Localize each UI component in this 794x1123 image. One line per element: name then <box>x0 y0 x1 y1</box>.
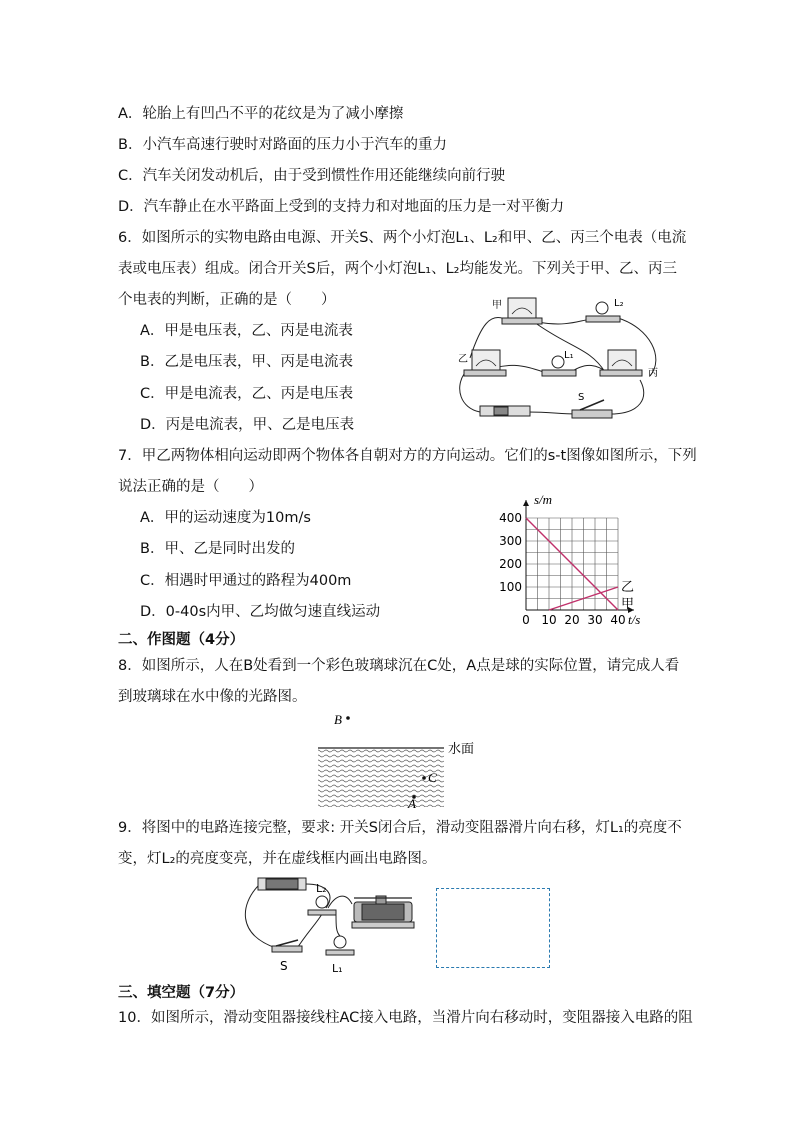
q8-water-figure <box>316 708 486 810</box>
q9-circuit-figure <box>236 874 436 976</box>
x-tick-label: 30 <box>587 613 603 627</box>
q6-stem-line-1: 6．如图所示的实物电路由电源、开关S、两个小灯泡L₁、L₂和甲、乙、丙三个电表（电流 <box>118 230 687 246</box>
section-2-title: 二、作图题（4分） <box>118 632 245 648</box>
q6-label-yi: 乙 <box>458 354 468 365</box>
q6-circuit-figure <box>450 288 680 428</box>
series-label-jia: 甲 <box>621 597 635 612</box>
q6-stem-line-2: 表或电压表）组成。闭合开关S后，两个小灯泡L₁、L₂均能发光。下列关于甲、乙、丙三 <box>118 261 677 277</box>
q8-label-c: C <box>428 770 437 785</box>
q6-option-d: D．丙是电流表，甲、乙是电压表 <box>140 417 355 433</box>
q6-stem-line-3: 个电表的判断，正确的是（ ） <box>118 292 336 308</box>
y-axis-arrow <box>523 500 529 506</box>
q6-option-a: A．甲是电压表，乙、丙是电流表 <box>140 323 353 339</box>
y-tick-label: 400 <box>499 511 522 525</box>
x-tick-label: 40 <box>610 613 626 627</box>
q6-option-c: C．甲是电流表，乙、丙是电压表 <box>140 386 354 402</box>
point-c <box>422 776 426 780</box>
q5-option-b: B．小汽车高速行驶时对路面的压力小于汽车的重力 <box>118 137 447 153</box>
q7-stem-line-2: 说法正确的是（ ） <box>118 479 263 495</box>
q9-stem-line-2: 变，灯L₂的亮度变亮，并在虚线框内画出电路图。 <box>118 851 437 867</box>
q6-label-l2: L₂ <box>614 298 624 309</box>
q6-label-jia: 甲 <box>492 300 502 311</box>
y-tick-label: 300 <box>499 534 522 548</box>
q5-option-c: C．汽车关闭发动机后，由于受到惯性作用还能继续向前行驶 <box>118 168 506 184</box>
x-tick-label: 20 <box>564 613 580 627</box>
x-axis-label: t/s <box>628 612 641 627</box>
q8-stem-line-2: 到玻璃球在水中像的光路图。 <box>118 689 307 705</box>
q9-label-l1: L₁ <box>332 962 343 975</box>
q8-label-a: A <box>408 796 416 810</box>
q9-answer-box[interactable] <box>436 888 550 968</box>
q7-option-d: D．0-40s内甲、乙均做匀速直线运动 <box>140 604 381 620</box>
point-b <box>346 716 350 720</box>
q5-option-d: D．汽车静止在水平路面上受到的支持力和对地面的压力是一对平衡力 <box>118 199 565 215</box>
x-tick-label: 0 <box>522 613 530 627</box>
q7-option-c: C．相遇时甲通过的路程为400m <box>140 573 352 589</box>
q6-label-l1: L₁ <box>564 350 574 361</box>
q10-stem-line-1: 10．如图所示，滑动变阻器接线柱AC接入电路，当滑片向右移动时，变阻器接入电路的阻 <box>118 1010 693 1026</box>
q9-stem-line-1: 9．将图中的电路连接完整，要求: 开关S闭合后，滑动变阻器滑片向右移，灯L₁的亮度不 <box>118 820 682 836</box>
y-tick-label: 200 <box>499 557 522 571</box>
q6-label-bing: 丙 <box>648 368 658 379</box>
q9-label-s: S <box>280 959 288 973</box>
y-tick-label: 100 <box>499 580 522 594</box>
q6-option-b: B．乙是电压表，甲、丙是电流表 <box>140 354 353 370</box>
q8-label-water: 水面 <box>448 742 475 757</box>
x-tick-label: 10 <box>541 613 557 627</box>
q8-label-b: B <box>334 712 342 727</box>
q7-st-chart <box>490 488 660 628</box>
q8-stem-line-1: 8．如图所示，人在B处看到一个彩色玻璃球沉在C处，A点是球的实际位置，请完成人看 <box>118 658 680 674</box>
series-label-yi: 乙 <box>621 580 635 595</box>
section-3-title: 三、填空题（7分） <box>118 985 245 1001</box>
q7-stem-line-1: 7．甲乙两物体相向运动即两个物体各自朝对方的方向运动。它们的s-t图像如图所示，下列 <box>118 448 697 464</box>
q5-option-a: A．轮胎上有凹凸不平的花纹是为了减小摩擦 <box>118 106 404 122</box>
q7-option-b: B．甲、乙是同时出发的 <box>140 541 295 557</box>
q7-option-a: A．甲的运动速度为10m/s <box>140 510 311 526</box>
q9-label-l2: L₂ <box>316 882 327 895</box>
q6-label-s: S <box>578 392 585 403</box>
y-axis-label: s/m <box>534 492 553 507</box>
